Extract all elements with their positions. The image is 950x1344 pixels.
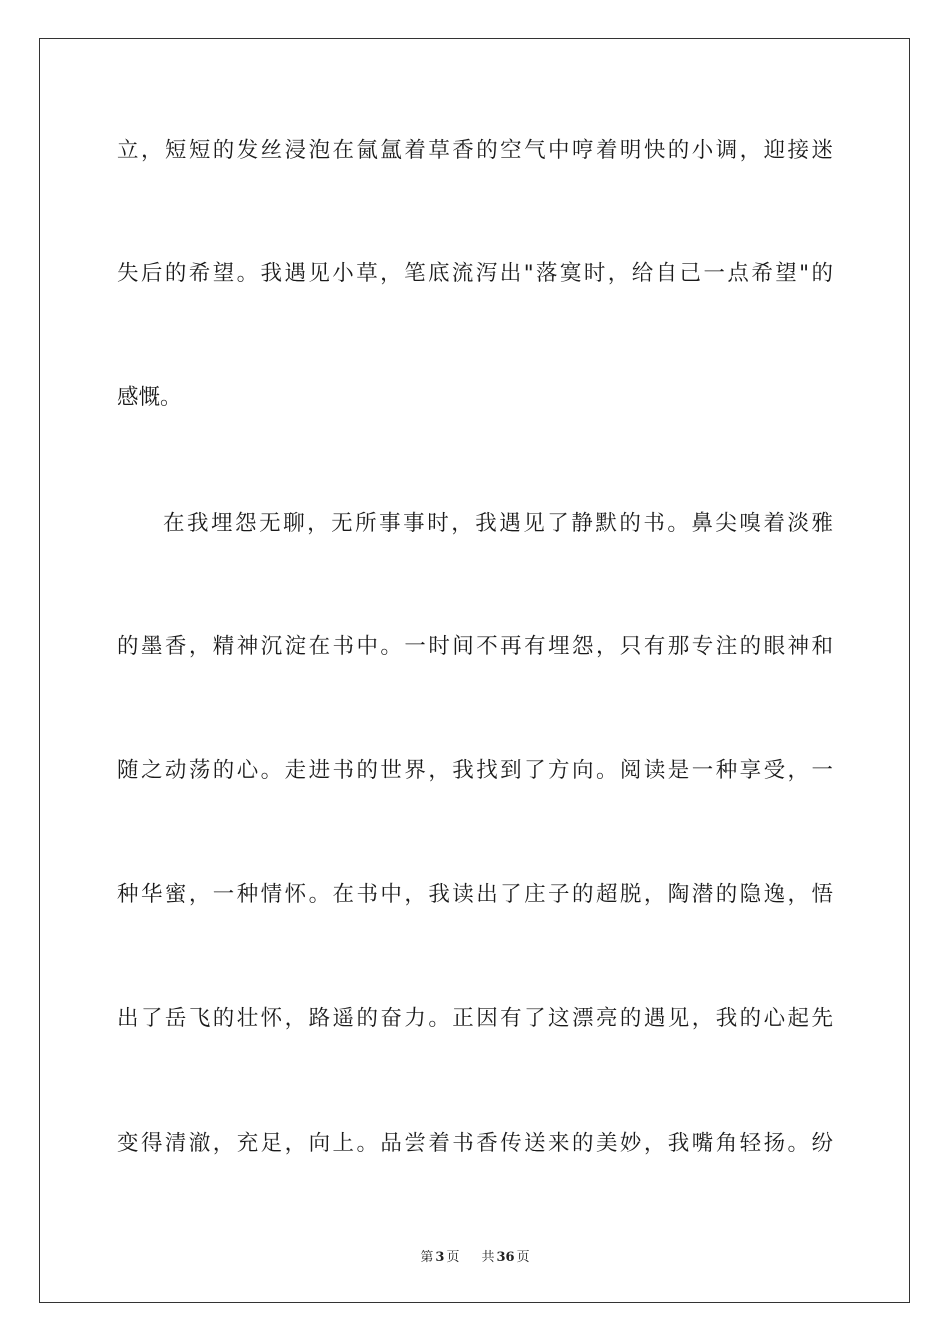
text-line: 的墨香，精神沉淀在书中。一时间不再有埋怨，只有那专注的眼神和: [117, 634, 833, 659]
text-line: 种华蜜，一种情怀。在书中，我读出了庄子的超脱，陶潜的隐逸，悟: [117, 882, 833, 907]
total-pages-number: 36: [496, 1250, 515, 1265]
text-line: 变得清澈，充足，向上。品尝着书香传送来的美妙，我嘴角轻扬。纷: [117, 1131, 833, 1156]
total-label-suffix: 页: [516, 1250, 530, 1265]
text-line: 感慨。: [117, 385, 182, 410]
text-line: 失后的希望。我遇见小草，笔底流泻出"落寞时，给自己一点希望"的: [117, 261, 833, 286]
text-line: 随之动荡的心。走进书的世界，我找到了方向。阅读是一种享受，一: [117, 758, 833, 783]
paragraph-first-line: 在我埋怨无聊，无所事事时，我遇见了静默的书。鼻尖嗅着淡雅: [163, 511, 833, 536]
current-page-number: 3: [435, 1250, 445, 1265]
page-label-prefix: 第: [420, 1250, 434, 1265]
page-border: [39, 38, 910, 1303]
text-line: 出了岳飞的壮怀，路遥的奋力。正因有了这漂亮的遇见，我的心起先: [117, 1006, 833, 1031]
page-label-suffix: 页: [446, 1250, 460, 1265]
page-footer: [0, 1246, 950, 1265]
text-line: 立，短短的发丝浸泡在氤氲着草香的空气中哼着明快的小调，迎接迷: [117, 138, 833, 163]
total-label-prefix: 共: [481, 1250, 495, 1265]
